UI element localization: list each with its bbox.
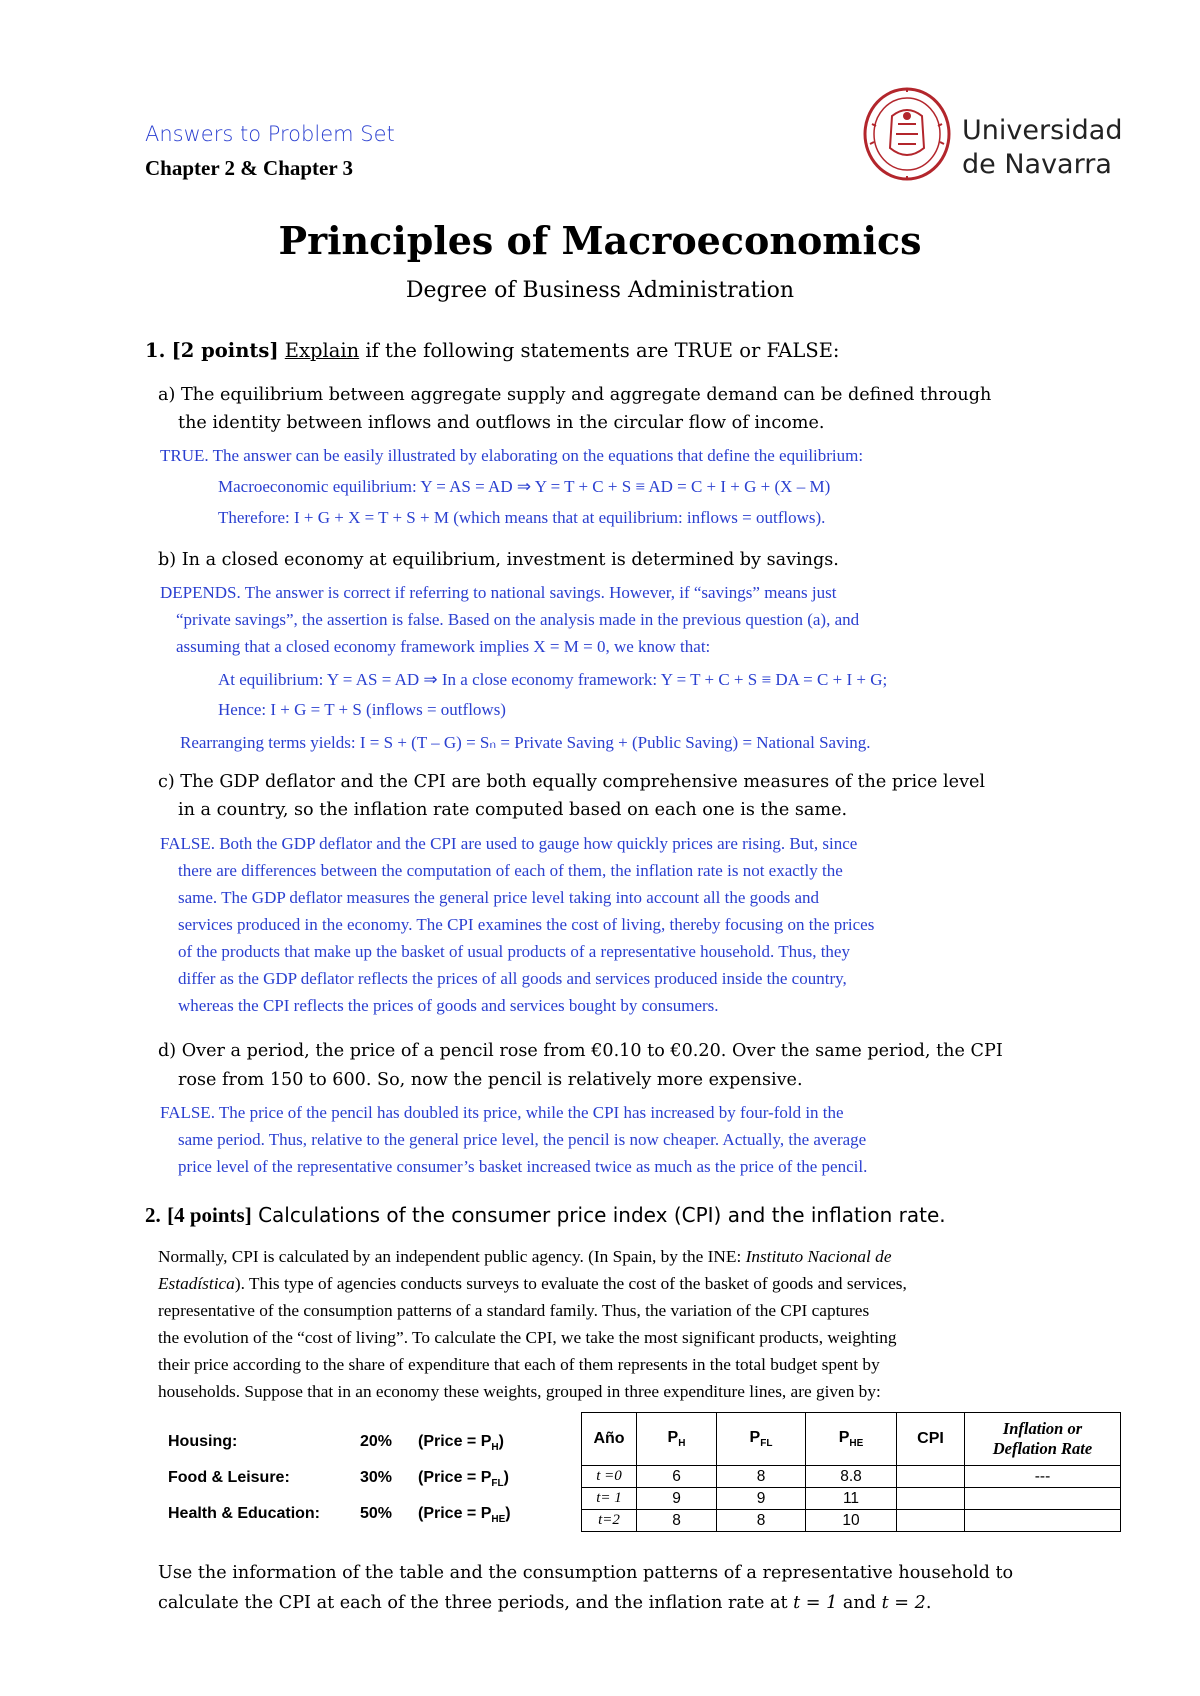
col-year: Año (582, 1413, 637, 1466)
q1b-answer-3: assuming that a closed economy framework implies X = M = 0, we know that: (176, 637, 711, 656)
chapters-label: Chapter 2 & Chapter 3 (145, 156, 354, 180)
cell-ph: 9 (637, 1488, 717, 1510)
university-logo (862, 86, 1123, 186)
q2-heading (145, 1203, 946, 1228)
q1d-answer-3: price level of the representative consumer’s basket increased twice as much as the price of the pencil. (178, 1157, 868, 1176)
page-subtitle: Degree of Business Administration (405, 278, 795, 303)
q2-number: 2. (145, 1203, 161, 1227)
weight-food-label: Food & Leisure: (168, 1469, 290, 1486)
col-ph-sub: H (678, 1438, 686, 1450)
q2-para-1b: Instituto Nacional de (745, 1247, 892, 1266)
q2-para-2a: Estadística (158, 1274, 235, 1293)
q2-paragraph-line-6: households. Suppose that in an economy these weights, grouped in three expenditure lines, are given by: (158, 1382, 881, 1401)
weight-housing-label: Housing: (168, 1433, 238, 1450)
q1c-answer-7: whereas the CPI reflects the prices of goods and services bought by consumers. (178, 996, 719, 1015)
table-header-row (582, 1413, 1121, 1466)
col-pfl (717, 1413, 806, 1466)
cell-cpi (897, 1488, 965, 1510)
q1b-answer-1: DEPENDS. The answer is correct if referring to national savings. However, if “savings” means just (160, 583, 837, 602)
q1a-statement-2: the identity between inflows and outflows in the circular flow of income. (178, 413, 825, 433)
q2-closing-line-2 (158, 1593, 931, 1613)
q1b-answer-2: “private savings”, the assertion is false. Based on the analysis made in the previous question (a), and (176, 610, 860, 629)
q2-paragraph-line-5: their price according to the share of expenditure that each of them represents in the total budget spent by (158, 1355, 880, 1374)
q2-closing-2a: calculate the CPI at each of the three periods, and the inflation rate at (158, 1593, 794, 1613)
cell-phe: 11 (806, 1488, 897, 1510)
q1c-answer-6: differ as the GDP deflator reflects the prices of all goods and services produced inside the country, (178, 969, 847, 988)
q1-explain: Explain (284, 339, 360, 362)
table-row (582, 1488, 1121, 1510)
col-ph-label: P (667, 1428, 679, 1446)
university-seal-icon (862, 86, 952, 182)
col-cpi: CPI (897, 1413, 965, 1466)
col-pfl-label: P (749, 1428, 761, 1446)
weight-food-close: ) (503, 1469, 509, 1486)
q1-number: 1. (145, 339, 166, 362)
q1-points: [2 points] (171, 339, 279, 362)
q2-closing-2d: t = 2 (881, 1593, 926, 1613)
cell-ph: 8 (637, 1510, 717, 1532)
q2-points: [4 points] (167, 1203, 252, 1227)
q1d-answer-2: same period. Thus, relative to the general price level, the pencil is now cheaper. Actually, the average (178, 1130, 867, 1149)
cell-ph: 6 (637, 1466, 717, 1488)
cell-t: t=2 (582, 1510, 637, 1532)
q2-closing-2c: and (837, 1593, 882, 1613)
q1a-answer-3: Therefore: I + G + X = T + S + M (which means that at equilibrium: inflows = outflows). (218, 508, 826, 527)
q1c-answer-4: services produced in the economy. The CPI examines the cost of living, thereby focusing on the prices (178, 915, 875, 934)
cell-inflation (965, 1510, 1121, 1532)
weight-housing-pct: 20% (360, 1433, 393, 1450)
cell-phe: 8.8 (806, 1466, 897, 1488)
weight-food-sub: FL (491, 1478, 504, 1490)
q1c-statement-2: in a country, so the inflation rate computed based on each one is the same. (178, 800, 848, 820)
q1c-answer-1: FALSE. Both the GDP deflator and the CPI are used to gauge how quickly prices are rising. But, since (160, 834, 858, 853)
q2-closing-line-1: Use the information of the table and the consumption patterns of a representative household to (158, 1563, 1014, 1583)
weight-health-label: Health & Education: (168, 1505, 321, 1522)
q1d-answer-1: FALSE. The price of the pencil has doubled its price, while the CPI has increased by four-fold in the (160, 1103, 844, 1122)
q2-para-1a: Normally, CPI is calculated by an independent public agency. (In Spain, by the INE: (158, 1247, 746, 1266)
q1b-answer-5: Hence: I + G = T + S (inflows = outflows) (218, 700, 506, 719)
cell-t: t= 1 (582, 1488, 637, 1510)
weight-housing-price: (Price = P (418, 1433, 492, 1450)
col-inflation-line-2: Deflation Rate (992, 1439, 1093, 1458)
cell-pfl: 8 (717, 1466, 806, 1488)
q1b-statement-1: b) In a closed economy at equilibrium, investment is determined by savings. (158, 550, 839, 570)
q1c-answer-2: there are differences between the computation of each of them, the inflation rate is not exactly the (178, 861, 843, 880)
q2-paragraph-line-1 (158, 1247, 891, 1267)
q2-closing-2e: . (925, 1593, 932, 1613)
weight-food-pct: 30% (360, 1469, 393, 1486)
q1-heading (145, 339, 840, 362)
q1b-answer-4: At equilibrium: Y = AS = AD ⇒ In a close economy framework: Y = T + C + S ≡ DA = C + I + G; (218, 670, 888, 689)
q1c-answer-5: of the products that make up the basket of usual products of a representative household. Thus, they (178, 942, 850, 961)
logo-line-1: Universidad (962, 115, 1123, 146)
cell-pfl: 8 (717, 1510, 806, 1532)
cell-phe: 10 (806, 1510, 897, 1532)
weight-health-close: ) (505, 1505, 511, 1522)
col-phe-sub: HE (849, 1438, 864, 1450)
q1a-answer-2: Macroeconomic equilibrium: Y = AS = AD ⇒ Y = T + C + S ≡ AD = C + I + G + (X – M) (218, 477, 831, 496)
cell-pfl: 9 (717, 1488, 806, 1510)
weight-health-price: (Price = P (418, 1505, 492, 1522)
q2-closing-2b: t = 1 (793, 1593, 838, 1613)
q1d-statement-1: d) Over a period, the price of a pencil rose from €0.10 to €0.20. Over the same period, the CPI (158, 1041, 1003, 1061)
col-ph (637, 1413, 717, 1466)
q1-rest: if the following statements are TRUE or FALSE: (359, 339, 840, 362)
q2-para-2b: ). This type of agencies conducts surveys to evaluate the cost of the basket of goods and services, (234, 1274, 907, 1293)
q1c-statement-1: c) The GDP deflator and the CPI are both equally comprehensive measures of the price level (158, 772, 986, 792)
cell-cpi (897, 1510, 965, 1532)
weight-housing-close: ) (498, 1433, 504, 1450)
table-row (582, 1510, 1121, 1532)
weight-health-pct: 50% (360, 1505, 393, 1522)
col-inflation-line-1: Inflation or (1002, 1419, 1083, 1438)
q1a-statement-1: a) The equilibrium between aggregate supply and aggregate demand can be defined through (158, 385, 992, 405)
q1b-answer-6: Rearranging terms yields: I = S + (T – G) = Sₙ = Private Saving + (Public Saving) = National Saving. (180, 733, 871, 752)
cell-cpi (897, 1466, 965, 1488)
cpi-table (581, 1412, 1121, 1532)
logo-line-2: de Navarra (962, 149, 1112, 180)
answers-label: Answers to Problem Set (145, 122, 395, 146)
q1c-answer-3: same. The GDP deflator measures the general price level taking into account all the goods and (178, 888, 820, 907)
q2-rest: Calculations of the consumer price index (CPI) and the inflation rate. (251, 1203, 946, 1227)
col-phe-label: P (838, 1428, 850, 1446)
cell-inflation (965, 1488, 1121, 1510)
cell-inflation: --- (965, 1466, 1121, 1488)
q2-paragraph-line-4: the evolution of the “cost of living”. To calculate the CPI, we take the most significant products, weighting (158, 1328, 897, 1347)
page-title: Principles of Macroeconomics (278, 218, 922, 263)
cell-t: t =0 (582, 1466, 637, 1488)
col-pfl-sub: FL (760, 1438, 773, 1450)
q2-paragraph-line-3: representative of the consumption patterns of a standard family. Thus, the variation of the CPI captures (158, 1301, 870, 1320)
weight-health-sub: HE (491, 1514, 506, 1526)
col-inflation (965, 1413, 1121, 1466)
q1a-answer-1: TRUE. The answer can be easily illustrated by elaborating on the equations that define the equilibrium: (160, 446, 864, 465)
col-phe (806, 1413, 897, 1466)
table-row (582, 1466, 1121, 1488)
q2-paragraph-line-2 (158, 1274, 907, 1294)
q1d-statement-2: rose from 150 to 600. So, now the pencil is relatively more expensive. (178, 1070, 803, 1090)
weight-food-price: (Price = P (418, 1469, 492, 1486)
weight-housing-sub: H (491, 1442, 499, 1454)
